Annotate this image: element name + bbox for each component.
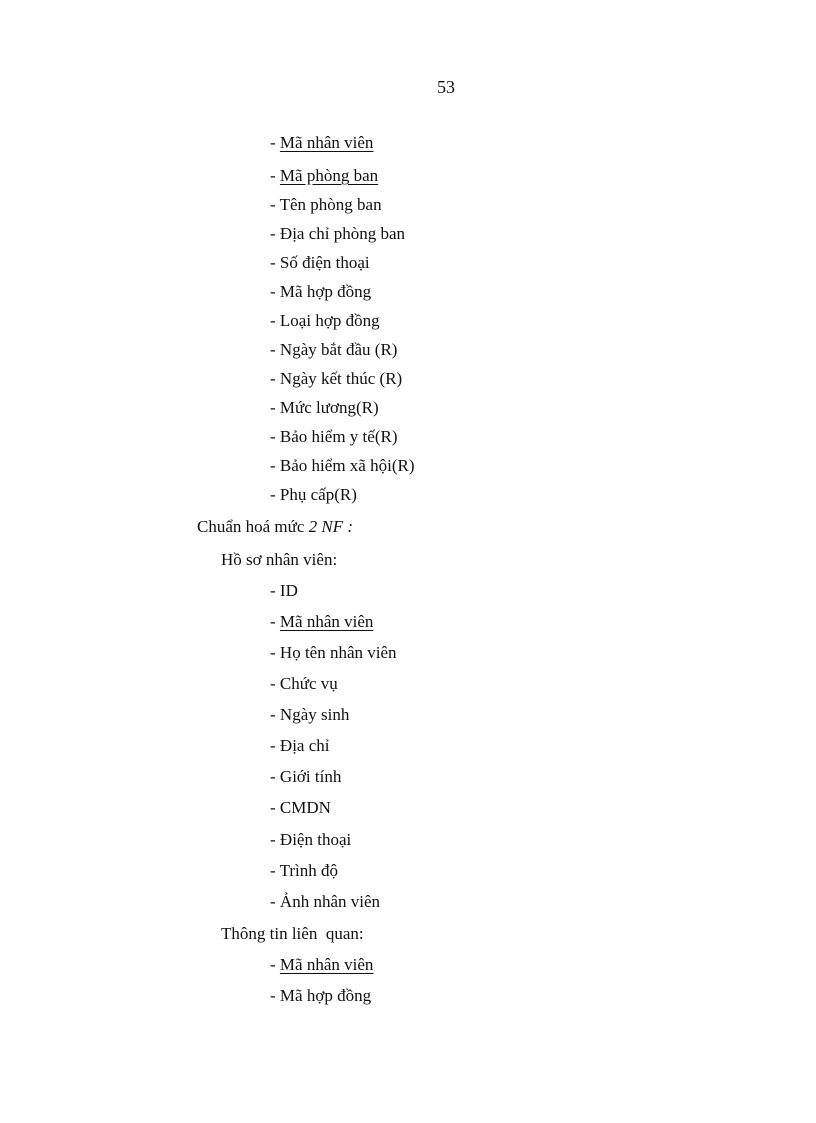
bullet-dash: -: [270, 767, 280, 786]
section1-list-item: [270, 224, 405, 244]
bullet-dash: -: [270, 581, 280, 600]
section1-list-item: [270, 282, 371, 302]
employee_profile-list-item: [270, 581, 298, 601]
section1-field-label: Mã hợp đồng: [279, 282, 372, 301]
employee_profile-list-item: [270, 705, 349, 725]
section1-field-label: Địa chỉ phòng ban: [279, 224, 406, 243]
related_info-field-label: Mã hợp đồng: [279, 986, 372, 1005]
employee_profile-field-label: CMDN: [279, 798, 331, 817]
employee_profile-field-label: Họ tên nhân viên: [279, 643, 397, 662]
employee_profile-field-label: Điện thoại: [279, 830, 352, 849]
bullet-dash: -: [270, 830, 280, 849]
employee_profile-list-item: [270, 892, 380, 912]
employee_profile-list-item: [270, 612, 373, 632]
bullet-dash: -: [270, 369, 280, 388]
section1-list-item: [270, 340, 397, 360]
section1-field-label: Loại hợp đồng: [279, 311, 380, 330]
bullet-dash: -: [270, 986, 280, 1005]
section1-field-label: Bảo hiểm xã hội(R): [279, 456, 415, 475]
section1-field-label: Ngày bắt đầu (R): [279, 340, 398, 359]
bullet-dash: -: [270, 736, 280, 755]
section1-list-item: [270, 133, 373, 153]
bullet-dash: -: [270, 643, 280, 662]
employee_profile-field-label: Ảnh nhân viên: [279, 892, 381, 911]
bullet-dash: -: [270, 955, 280, 974]
bullet-dash: -: [270, 224, 280, 243]
related_info-field-label: Mã nhân viên: [279, 955, 374, 974]
bullet-dash: -: [270, 674, 280, 693]
section1-list-item: [270, 311, 380, 331]
section1-list-item: [270, 369, 402, 389]
employee_profile-list-item: [270, 830, 351, 850]
section1-list-item: [270, 398, 379, 418]
related_info-list-item: [270, 955, 373, 975]
employee_profile-list-item: [270, 798, 331, 818]
bullet-dash: -: [270, 311, 280, 330]
normalization-level: 2 NF: [308, 517, 344, 536]
employee_profile-field-label: Ngày sinh: [279, 705, 350, 724]
section1-list-item: [270, 427, 397, 447]
bullet-dash: -: [270, 427, 280, 446]
section1-list-item: [270, 253, 370, 273]
employee_profile-field-label: Trình độ: [279, 861, 339, 880]
section1-field-label: Ngày kết thúc (R): [279, 369, 403, 388]
section1-list-item: [270, 485, 357, 505]
bullet-dash: -: [270, 398, 280, 417]
bullet-dash: -: [270, 892, 280, 911]
employee_profile-list-item: [270, 643, 397, 663]
section1-list-item: [270, 195, 382, 215]
section1-field-label: Mức lương(R): [279, 398, 379, 417]
section1-field-label: Phụ cấp(R): [279, 485, 357, 504]
employee_profile-field-label: Giới tính: [279, 767, 342, 786]
bullet-dash: -: [270, 705, 280, 724]
section1-field-label: Mã nhân viên: [279, 133, 374, 152]
section1-field-label: Tên phòng ban: [279, 195, 382, 214]
employee_profile-field-label: Mã nhân viên: [279, 612, 374, 631]
related-info-heading: Thông tin liên quan:: [221, 924, 364, 943]
bullet-dash: -: [270, 456, 280, 475]
section1-list-item: [270, 166, 378, 186]
bullet-dash: -: [270, 253, 280, 272]
section1-field-label: Bảo hiểm y tế(R): [279, 427, 398, 446]
employee-profile-heading: Hồ sơ nhân viên:: [221, 550, 338, 569]
employee_profile-list-item: [270, 767, 341, 787]
bullet-dash: -: [270, 166, 280, 185]
bullet-dash: -: [270, 612, 280, 631]
normalization-label: Chuẩn hoá mức: [197, 517, 309, 536]
bullet-dash: -: [270, 485, 280, 504]
employee_profile-list-item: [270, 861, 338, 881]
employee_profile-field-label: Chức vụ: [279, 674, 338, 693]
employee_profile-field-label: ID: [279, 581, 298, 600]
bullet-dash: -: [270, 861, 280, 880]
page-number: 53: [437, 77, 455, 97]
bullet-dash: -: [270, 798, 280, 817]
bullet-dash: -: [270, 282, 280, 301]
bullet-dash: -: [270, 133, 280, 152]
employee_profile-field-label: Địa chỉ: [279, 736, 330, 755]
related_info-list-item: [270, 986, 371, 1006]
normalization-suffix: :: [343, 517, 354, 536]
employee_profile-list-item: [270, 674, 338, 694]
section1-field-label: Số điện thoại: [279, 253, 370, 272]
employee_profile-list-item: [270, 736, 330, 756]
section1-field-label: Mã phòng ban: [279, 166, 379, 185]
bullet-dash: -: [270, 195, 280, 214]
bullet-dash: -: [270, 340, 280, 359]
normalization-heading: [197, 517, 353, 537]
section1-list-item: [270, 456, 414, 476]
